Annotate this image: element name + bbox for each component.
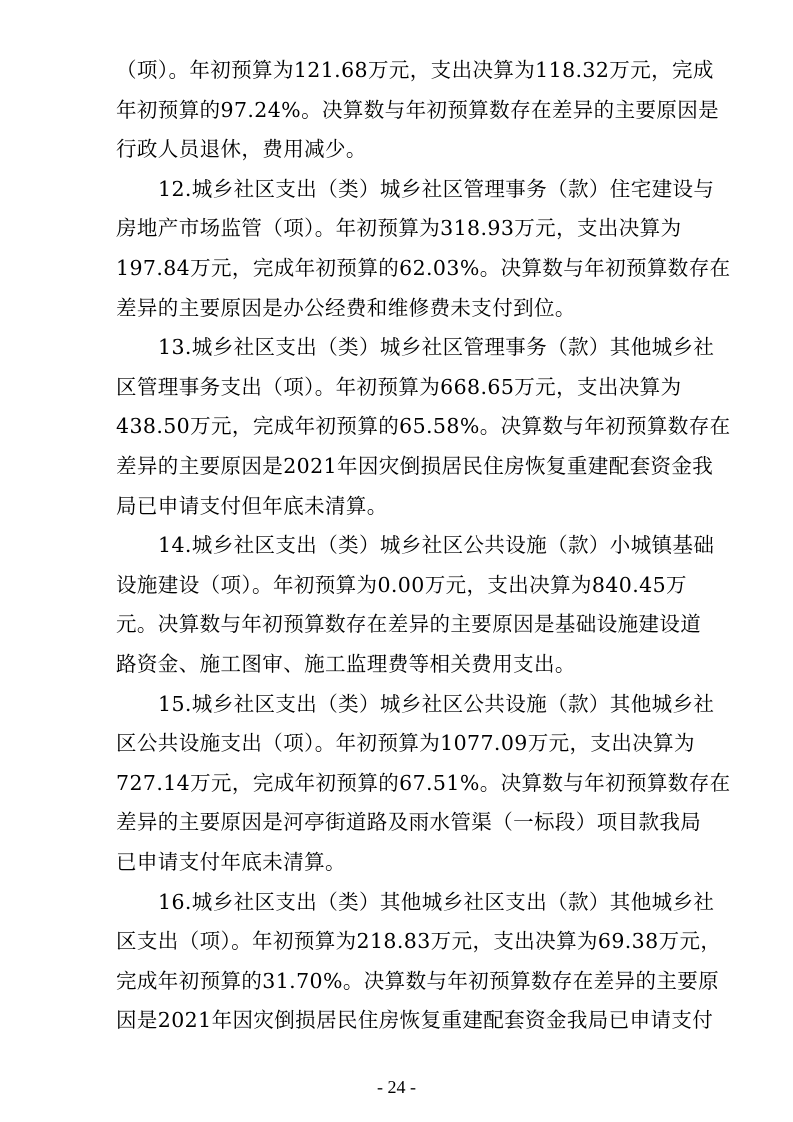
body-text-line: 局已申请支付但年底未清算。: [116, 494, 388, 518]
page-number: - 24 -: [377, 1077, 416, 1097]
body-text-line: 路资金、施工图审、施工监理费等相关费用支出。: [116, 652, 576, 676]
paragraph-15-first-line: 15.城乡社区支出（类）城乡社区公共设施（款）其他城乡社: [158, 692, 715, 716]
body-text-line: 房地产市场监管（项）。年初预算为318.93万元，支出决算为: [116, 216, 682, 240]
paragraph-13-first-line: 13.城乡社区支出（类）城乡社区管理事务（款）其他城乡社: [158, 335, 715, 359]
body-text-line: 区管理事务支出（项）。年初预算为668.65万元，支出决算为: [116, 375, 682, 399]
body-text-line: （项）。年初预算为121.68万元，支出决算为118.32万元，完成: [116, 58, 714, 82]
body-text-line: 完成年初预算的31.70%。决算数与年初预算数存在差异的主要原: [116, 969, 720, 993]
body-text-line: 438.50万元，完成年初预算的65.58%。决算数与年初预算数存在: [116, 414, 731, 438]
paragraph-16-first-line: 16.城乡社区支出（类）其他城乡社区支出（款）其他城乡社: [158, 890, 715, 914]
body-text-line: 区支出（项）。年初预算为218.83万元，支出决算为69.38万元，: [116, 929, 722, 953]
paragraph-14-first-line: 14.城乡社区支出（类）城乡社区公共设施（款）小城镇基础: [158, 533, 715, 557]
body-text-line: 区公共设施支出（项）。年初预算为1077.09万元，支出决算为: [116, 731, 695, 755]
body-text-line: 727.14万元，完成年初预算的67.51%。决算数与年初预算数存在: [116, 771, 731, 795]
body-text-line: 年初预算的97.24%。决算数与年初预算数存在差异的主要原因是: [116, 98, 720, 122]
body-text-line: 差异的主要原因是2021年因灾倒损居民住房恢复重建配套资金我: [116, 454, 714, 478]
body-text-line: 设施建设（项）。年初预算为0.00万元，支出决算为840.45万: [116, 573, 687, 597]
body-text-line: 元。决算数与年初预算数存在差异的主要原因是基础设施建设道: [116, 612, 702, 636]
body-text-line: 差异的主要原因是办公经费和维修费未支付到位。: [116, 296, 576, 320]
paragraph-12-first-line: 12.城乡社区支出（类）城乡社区管理事务（款）住宅建设与: [158, 177, 715, 201]
body-text-line: 197.84万元，完成年初预算的62.03%。决算数与年初预算数存在: [116, 256, 731, 280]
body-text-line: 已申请支付年底未清算。: [116, 850, 346, 874]
body-text-line: 因是2021年因灾倒损居民住房恢复重建配套资金我局已申请支付: [116, 1008, 714, 1032]
body-text-line: 行政人员退休，费用减少。: [116, 137, 367, 161]
body-text-line: 差异的主要原因是河亭街道路及雨水管渠（一标段）项目款我局: [116, 810, 702, 834]
